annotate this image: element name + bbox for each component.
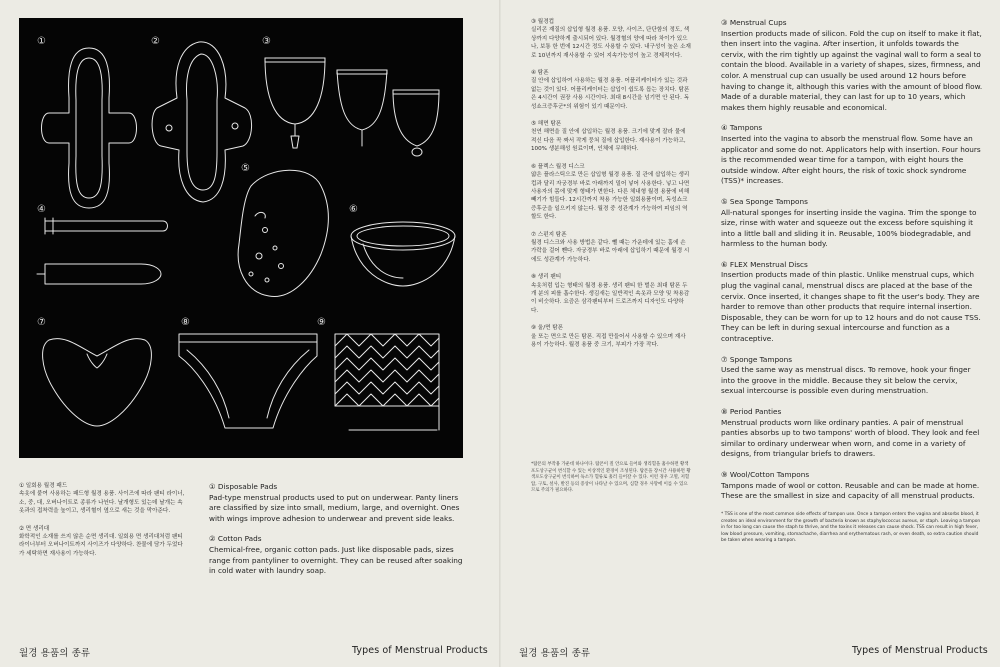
figure-number: ⑧	[181, 317, 190, 328]
ko-entry-6	[531, 163, 691, 222]
left-footer-ko: 월경 용품의 종류	[19, 648, 91, 659]
entry-title: ③ Menstrual Cups	[721, 18, 787, 27]
en-entry-5	[721, 197, 983, 250]
entry-title: ⑧ 생리 팬티	[531, 274, 562, 281]
en-entry-7	[721, 355, 983, 397]
korean-footnote: *탐폰의 부작용 가운데 하나이다. 탐폰이 질 안으로 들어와 생리혈을 흡수하면 황색포도상구균이 번식할 수 있는 이상적인 환경이 조성된다. 탐폰을 장시간 사용하면 황색포도상구균이 번식하여 독소가 혈류로 흘러 들어갈 수 있다. 이런 경우 고열, 저혈압, 구토, 설사, 발진 등의 증상이 나타날 수 있으며, 심할 경우 사망에 이를 수 있으므로 주의가 필요하다.	[531, 462, 691, 494]
wool-tampon-drawing	[335, 334, 439, 430]
entry-text: Used the same way as menstrual discs. To remove, hook your finger into the groove in the middle. Because they sit below the cervix, sexual intercourse is possible even during menstruation.	[721, 365, 971, 396]
en-entry-6	[721, 260, 983, 345]
entry-title: ⑤ 해면 탐폰	[531, 121, 562, 128]
period-panties-drawing	[179, 334, 317, 428]
figure-number: ②	[151, 36, 160, 47]
english-footnote: * TSS is one of the most common side effects of tampon use. Once a tampon enters the vagina and absorbs blood, it creates an ideal environment for the growth of bacteria known as staphylococcus aureus, or staph. Leaving a tampon in for too long can cause the staph to thrive, and the toxins it releases can cause shock. TSS can result in high fever, low blood pressure, vomiting, stomachache, diarrhea and erythematous rash, or even death, so extra caution should be taken when wearing a tampon.	[721, 512, 981, 544]
en-entry-1	[209, 482, 463, 524]
entry-text: Insertion products made of silicon. Fold the cup on itself to make it flat, then insert into the vagina. After insertion, it unfolds towards the cervix, with the rim tightly up against the vaginal wall to form a seal to contain the blood. Available in a variety of shapes, sizes, firmness, and color. A menstrual cup can usually be used around 12 hours before having to change it, although this varies with the amount of blood flow. Made of a durable material, they can last for up to 10 years, which makes them highly reusable and economical.	[721, 28, 983, 112]
page-gutter	[499, 0, 501, 667]
entry-title: ① Disposable Pads	[209, 482, 278, 491]
figure-number: ⑤	[241, 163, 250, 174]
figure-number: ③	[262, 36, 271, 47]
entry-text: Pad-type menstrual products used to put on underwear. Panty liners are classified by size into small, medium, large, and overnight. Ones with wings improve adhesion to underwear and prevent side leaks.	[209, 492, 460, 523]
entry-text: Menstrual products worn like ordinary panties. A pair of menstrual panties absorbs up to two tampons' worth of blood. They look and feel similar to ordinary underwear when worn, and come in a variety of designs, from triangular briefs to drawers.	[721, 417, 980, 459]
entry-text: 얇은 플라스틱으로 만든 삽입형 월경 용품. 질 관에 삽입하는 생리컵과 달리 자궁경부 바로 아래까지 밀어 넣어 사용한다. 넣고 나면 사용자의 몸에 맞게 형태가 변한다. 다른 체내형 월경 용품에 비해 빼기가 힘들다. 12시간까지 착용 가능한 일회용품이며, 독성쇼크증후군을 일으키지 않는다. 월경 중 성관계가 가능하여 피임의 역할도 한다.	[531, 172, 690, 221]
entry-text: 화학적인 소재를 쓰지 않은 순면 생리대. 일회용 면 생리대처럼 팬티 라이너부터 오버나이트까지 사이즈가 다양하다. 찬물에 담가 두었다가 세탁하면 재사용이 가능하다.	[19, 534, 183, 557]
entry-text: Inserted into the vagina to absorb the menstrual flow. Some have an applicator and some do not. Applicators help with insertion. Four hours is the recommended wear time for a tampon, with eight hours the outside window. After eight hours, the risk of toxic shock syndrome (TSS)* increases.	[721, 133, 981, 186]
ko-entry-5	[531, 120, 691, 154]
entry-text: 월경 디스크와 사용 방법은 같다. 뺄 때는 가운데에 있는 홈에 손가락을 걸어 뺀다. 자궁경부 바로 아래에 삽입하기 때문에 월경 시에도 성관계가 가능하다.	[531, 239, 690, 263]
sponge-tampon-drawing	[43, 339, 152, 426]
ko-entry-4	[531, 69, 691, 111]
en-entry-9	[721, 470, 983, 502]
product-illustrations	[19, 18, 463, 458]
entry-text: 질 안에 삽입하여 사용하는 월경 용품. 어플리케이터가 있는 것과 없는 것이 있다. 어플리케이터는 삽입이 쉽도록 돕는 장치다. 탐폰은 4시간이 권장 사용 시간이다. 최대 8시간을 넘기면 안 된다. 독성쇼크증후군*의 위험이 있기 때문이다.	[531, 78, 690, 110]
entry-text: 실리콘 재질의 삽입형 월경 용품. 모양, 사이즈, 단단함의 정도, 색상까지 다양하게 출시되어 있다. 월경혈의 양에 따라 차이가 있으나, 보통 한 번에 12시간 정도 사용할 수 있다. 내구성이 높은 소재로 10년까지 재사용할 수 있어 지속가능성이 높고 경제적이다.	[531, 27, 691, 59]
entry-text: 천연 해면을 질 안에 삽입하는 월경 용품. 크기에 맞게 잘라 물에 적신 다음 꼭 짜서 작게 뭉쳐 질에 삽입한다. 재사용이 가능하고, 100% 생분해성 원료이며, 인체에 무해하다.	[531, 129, 686, 153]
ko-entry-7	[531, 231, 691, 265]
ko-entry-1	[19, 482, 187, 516]
entry-text: 속옷처럼 입는 형태의 월경 용품. 생리 팬티 한 벌은 최대 탐폰 두 개 분의 피를 흡수한다. 생김새는 일반적인 속옷과 모양 및 착용감이 비슷하다. 요즘은 삼각팬티부터 드로즈까지 디자인도 다양하다.	[531, 282, 690, 314]
figure-number: ④	[37, 204, 46, 215]
cotton-pad-drawing	[152, 42, 252, 202]
entry-title: ① 일회용 월경 패드	[19, 483, 68, 489]
en-entry-8	[721, 407, 983, 460]
entry-text: 울 또는 면으로 만든 탐폰. 직접 만들어서 사용할 수 있으며 재사용이 가능하다. 월경 용품 중 크기, 부피가 가장 작다.	[531, 333, 686, 348]
sea-sponge-drawing	[238, 170, 328, 296]
right-footer-ko: 월경 용품의 종류	[519, 648, 591, 659]
disposable-pad-drawing	[42, 48, 137, 208]
entry-title: ⑦ Sponge Tampons	[721, 354, 793, 364]
entry-title: ⑤ Sea Sponge Tampons	[721, 196, 808, 206]
menstrual-cup-drawing	[265, 58, 439, 156]
entry-text: All-natural sponges for inserting inside the vagina. Trim the sponge to size, rinse with water and squeeze out the excess before squishing it into a little ball and sliding it in. Reusable, 100% biodegradable, and harmless to the human body.	[721, 207, 977, 249]
product-illustration-panel	[19, 18, 463, 458]
entry-title: ② 면 생리대	[19, 525, 50, 532]
entry-title: ② Cotton Pads	[209, 534, 262, 544]
right-korean-descriptions	[531, 18, 691, 358]
ko-entry-8	[531, 273, 691, 315]
right-english-descriptions	[721, 18, 983, 512]
figure-number: ⑥	[349, 204, 358, 215]
ko-entry-9	[531, 324, 691, 349]
ko-entry-2	[19, 525, 187, 559]
en-entry-3	[721, 18, 983, 113]
entry-text: Chemical-free, organic cotton pads. Just like disposable pads, sizes range from pantyliner to overnight. They can be reused after soaking in cold water with laundry soap.	[209, 544, 463, 576]
entry-title: ⑨ Wool/Cotton Tampons	[721, 469, 810, 479]
entry-title: ⑥ FLEX Menstrual Discs	[721, 259, 808, 269]
entry-text: Tampons made of wool or cotton. Reusable and can be made at home. These are the smallest in size and capacity of all menstrual products.	[721, 480, 980, 501]
left-korean-descriptions	[19, 482, 187, 567]
menstrual-disc-drawing	[351, 222, 455, 286]
left-footer-en: Types of Menstrual Products	[352, 645, 488, 656]
entry-title: ⑧ Period Panties	[721, 407, 782, 416]
entry-title: ④ Tampons	[721, 123, 763, 133]
entry-title: ④ 탐폰	[531, 70, 549, 77]
figure-number: ⑨	[317, 317, 326, 328]
entry-text: 속옷에 붙여 사용하는 패드형 월경 용품. 사이즈에 따라 팬티 라이너, 소, 중, 대, 오버나이트로 종류가 나뉜다. 날개형도 있는데 날개는 속옷과의 접착력을 높이고, 생리혈이 옆으로 새는 것을 막아준다.	[19, 491, 185, 515]
entry-title: ③ 월경컵	[531, 19, 555, 25]
figure-number: ①	[37, 36, 46, 47]
entry-text: Insertion products made of thin plastic. Unlike menstrual cups, which plug the vaginal canal, menstrual discs are placed at the base of the cervix. Once inserted, it changes shape to fit the user's body. They are harder to remove than other products that require internal insertion. Disposable, they can be worn for up to 12 hours and do not cause TSS. They can be left in during sexual intercourse and function as a contraceptive.	[721, 270, 981, 344]
right-footer-en: Types of Menstrual Products	[852, 645, 988, 656]
en-entry-4	[721, 123, 983, 187]
en-entry-2	[209, 534, 463, 576]
figure-number: ⑦	[37, 317, 46, 328]
ko-entry-3	[531, 18, 691, 60]
entry-title: ⑥ 플렉스 월경 디스크	[531, 163, 585, 170]
entry-title: ⑦ 스펀지 탐폰	[531, 231, 567, 238]
entry-title: ⑨ 울/면 탐폰	[531, 325, 564, 332]
tampon-drawing	[37, 218, 168, 284]
left-english-descriptions	[209, 482, 463, 587]
